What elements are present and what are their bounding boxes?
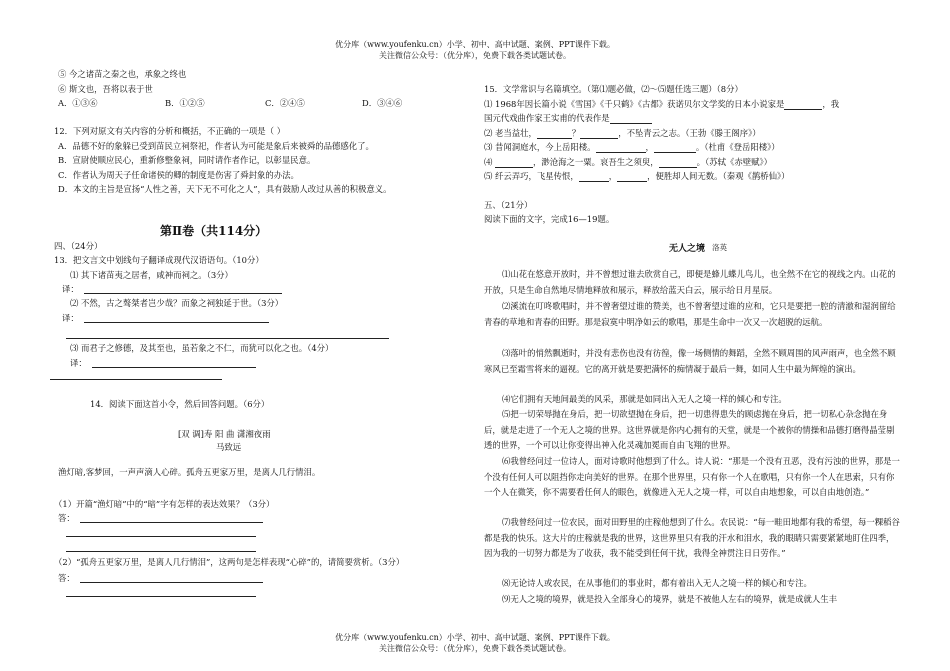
article-paragraph: ⑹我曾经问过一位诗人，面对诗歌时他想到了什么。诗人说：“那是一个没有丑恶，没有污浊的世界，那是一个没有任何人可以阻挡你走向美好的世界。在那个世界里，只有你一个人在歌唱，只有你一个人在思索，只有你一个人在微笑，你不需要看任何人的眼色，就像进入无人之境一样，可以自由地想象，可以自由地创造。” — [484, 456, 900, 498]
article-paragraph: ⑺我曾经问过一位农民，面对田野里的庄稼他想到了什么。农民说：“每一畦田地都有我的希望，每一粿稻谷都是我的快乐。这大片的庄稼就是我的世界，这世界里只有我的汗水和泪水，我的眼睛只需要紧紧地盯住四季，因为我的一切努力都是为了收获，我不能受到任何干扰，我得全神贯注日日劳作。” — [484, 517, 900, 559]
article-paragraph: ⑵溪流在叮咚歌唱时，并不曾奢望过谁的赞美，也不曾奢望过谁的应和，它只是要把一腔的清澈和湿润留给青春的草地和青春的田野。那是寂寞中明净如云的歌唱，那是生命中一次又一次超脱的远航。 — [484, 301, 896, 327]
q12-option-b: B．宣尉使顺应民心，重新修整象祠，同时请作者作记，以彰显民意。 — [58, 155, 316, 165]
article-paragraph: ⑶落叶的悄然飘逝时，并没有悲伤也没有彷徨，像一场侧情的舞蹈，全然不顾周围的风声雨声，也全然不顾寒风已至霜雪将来的逼视。它的离开就是要把满怀的痴情凝于最后一舞，如同人生中最为辉煌的演出。 — [484, 348, 896, 374]
q13-part-1: ⑴ 其下诸苗夷之居者，咸神而祠之。（3分） — [70, 270, 233, 280]
question-15: 15．文学常识与名篇填空。（第⑴题必做，⑵～⑸题任选三题）（8分） — [484, 84, 743, 94]
option-item-6: ⑥ 斯文也，吾将以表于世 — [58, 84, 153, 94]
article-author: 洛英 — [712, 243, 727, 252]
q15-part-3-text: ⑶ 昔闻洞庭水，今上岳阳楼。 — [484, 142, 596, 152]
q12-option-a: A．品德不好的象躲已受到苗民立祠祭祀，作者认为可能是象后来被舜的品德感化了。 — [58, 141, 374, 151]
part-2-title: 第Ⅱ卷（共114分） — [160, 224, 268, 238]
q15-part-1 — [484, 99, 839, 110]
q15-part-4-tail: 。（苏轼《赤壁赋》） — [696, 157, 773, 167]
q14-part-2: （2）“孤舟五更家万里，是离人几行情泪”，这两句是怎样表现“心碎”的，请简要赏析。（3分） — [54, 557, 405, 567]
translate-label-2: 译： — [62, 313, 79, 323]
q15-part-2-text: ⑵ 老当益壮， — [484, 128, 537, 138]
answer-line[interactable] — [50, 379, 222, 380]
article-paragraph: ⑸把一切荣辱抛在身后，把一切欲望抛在身后，把一切患得患失的顾虑抛在身后，把一切私心杂念抛在身后，就是走进了一个无人之境的世界。这世界就是你内心拥有的天堂，就是一个被你的情操和品德打磨得晶莹剔透的世界，一个可以让你变得出神入化灵魂加冕而自由飞翔的世界。 — [484, 409, 895, 451]
poem-author: 马致远 — [216, 442, 242, 452]
header-line-2: 关注微信公众号：（优分库），免费下载各类试题试卷。 — [379, 51, 571, 60]
answer-line[interactable] — [80, 582, 263, 583]
section-5-description: 阅读下面的文字，完成16—19题。 — [484, 214, 615, 224]
q15-part-2-tail: ，不坠青云之志。（王勃《滕王阁序》） — [618, 128, 761, 138]
translate-label-3: 译： — [70, 358, 87, 368]
q15-part-1-text: ⑴ 1968年因长篇小说《雪国》《千只鹤》《古都》获诺贝尔文学奖的日本小说家是 — [484, 99, 785, 109]
question-12: 12．下列对原文有关内容的分析和概括，不正确的一项是（ ） — [54, 126, 286, 136]
article-paragraph: ⑻无论诗人或农民，在从事他们的事业时，都有着出入无人之境一样的倾心和专注。 — [502, 578, 812, 588]
fill-blank[interactable] — [580, 129, 618, 139]
question-14: 14．阅读下面这首小令，然后回答问题。（6分） — [90, 399, 270, 409]
answer-line[interactable] — [92, 367, 256, 368]
q15-part-2-mid: ？ — [571, 128, 581, 138]
answer-line[interactable] — [66, 338, 389, 339]
q15-part-4-mid: ，渺沧海之一粟。哀吾生之须臾， — [533, 157, 659, 167]
q15-part-1-tail: ，我 — [822, 99, 840, 109]
choice-a: A．①③⑥ — [58, 98, 98, 108]
translate-label-1: 译： — [62, 284, 79, 294]
fill-blank[interactable] — [596, 143, 646, 153]
article-paragraph: ⑷它们拥有天地间最美的风采，那就是如同出入无人之境一样的倾心和专注。 — [502, 394, 787, 404]
answer-line[interactable] — [80, 522, 263, 523]
q15-part-1b — [484, 113, 652, 124]
q15-part-5: ⑸ 纤云弄巧，飞星传恨， ， ，便胜却人间无数。（秦观《鹊桥仙》） — [484, 171, 790, 181]
fill-blank[interactable] — [659, 158, 697, 168]
q15-part-5-text: ⑸ 纤云弄巧，飞星传恨， — [484, 171, 579, 181]
q15-part-5-tail: ，便胜却人间无数。（秦观《鹊桥仙》） — [647, 171, 790, 181]
choice-d: D．③④⑥ — [362, 98, 403, 108]
q15-part-4: ⑷ ，渺沧海之一粟。哀吾生之须臾， 。（苏轼《赤壁赋》） — [484, 157, 773, 167]
q15-part-3-tail: 。（杜甫《登岳阳楼》） — [695, 142, 780, 152]
q12-option-c: C．作者认为周天子任命诸侯的卿的制度是伤害了舜封象的办法。 — [58, 170, 299, 180]
answer-label-1: 答： — [58, 513, 75, 523]
choice-c: C．②④⑤ — [265, 98, 305, 108]
fill-blank[interactable] — [617, 172, 647, 182]
q15-part-3: ⑶ 昔闻洞庭水，今上岳阳楼。 ， 。（杜甫《登岳阳楼》） — [484, 142, 780, 152]
footer-line-1: 优分库（www.youfenku.cn）小学、初中、高中试题、案例、PPT课件下载。 — [335, 633, 615, 642]
footer-line-2: 关注微信公众号：（优分库），免费下载各类试题试卷。 — [379, 644, 571, 653]
q13-part-2: ⑵ 不然，古之骜桀者岂少哉？而象之祠独延于世。（3分） — [70, 298, 284, 308]
choice-b: B．①②⑤ — [165, 98, 205, 108]
fill-blank[interactable] — [654, 143, 696, 153]
fill-blank[interactable] — [579, 172, 609, 182]
fill-blank[interactable] — [610, 114, 652, 124]
q15-part-2 — [484, 128, 761, 139]
option-item-5: ⑤ 今之诸苗之秦之也，承象之终也 — [58, 69, 187, 79]
article-paragraph: ⑴山花在悠意开放时，并不曾想过谁去欣赏自己，即便是蜂儿蝶儿鸟儿，也全然不在它的视线之内。山花的开放，只是生命自然地尽情地释放和展示，释放给蓝天白云，展示给日月星辰。 — [484, 269, 896, 295]
answer-line[interactable] — [84, 293, 282, 294]
poem-title: [双 调]寿 阳 曲 潇湘夜雨 — [178, 429, 271, 439]
q12-option-d: D．本文的主旨是宣扬“人性之善，天下无不可化之人”，具有鼓励人改过从善的积极意义。 — [58, 184, 392, 194]
q15-part-1b-text: 国元代戏曲作家王实甫的代表作是 — [484, 113, 610, 123]
poem-text: 渔灯暗,客梦回，一声声滴人心碎。孤舟五更家万里，是离人几行情泪。 — [58, 467, 321, 477]
answer-label-2: 答： — [58, 573, 75, 583]
fill-blank[interactable] — [784, 100, 822, 110]
article-title: 无人之境 — [669, 244, 706, 254]
question-13: 13．把文言文中划线句子翻译成现代汉语语句。（10分） — [54, 255, 264, 265]
answer-line[interactable] — [66, 536, 256, 537]
section-4-heading: 四、（24分） — [54, 241, 103, 251]
fill-blank[interactable] — [537, 129, 572, 139]
article-paragraph: ⑼无人之境的境界，就是投入全部身心的境界，就是不被他人左右的境界，就是成就人生丰 — [502, 594, 837, 604]
q13-part-3: ⑶ 而君子之修德，及其至也，虽若象之不仁，而犹可以化之也。（4分） — [70, 343, 334, 353]
fill-blank[interactable] — [495, 158, 533, 168]
q14-part-1: （1）开篇“渔灯暗”中的“暗”字有怎样的表达效果？（3分） — [54, 499, 275, 509]
answer-line[interactable] — [66, 596, 256, 597]
section-5-heading: 五、（21分） — [484, 200, 533, 210]
header-line-1: 优分库（www.youfenku.cn）小学、初中、高中试题、案例、PPT课件下载。 — [335, 40, 615, 49]
answer-line[interactable] — [84, 322, 269, 323]
answer-line[interactable] — [66, 551, 256, 552]
